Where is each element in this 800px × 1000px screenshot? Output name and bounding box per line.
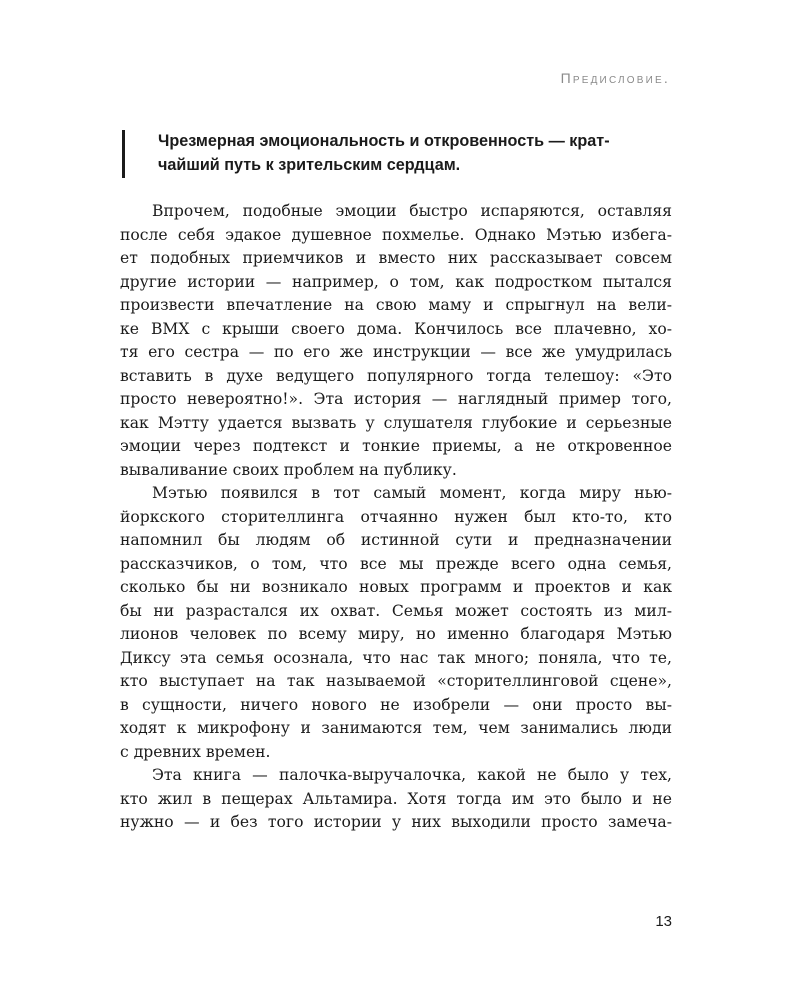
text-line: Впрочем, подобные эмоции быстро испаряются, оставляя [152, 202, 672, 220]
text-line: бы ни разрастался их охват. Семья может состоять из мил- [120, 601, 672, 620]
pull-quote-line: Чрезмерная эмоциональность и откровенность — крат- [158, 132, 610, 150]
pull-quote-bar [122, 130, 125, 178]
paragraph [120, 482, 672, 764]
pull-quote-line: чайший путь к зрительским сердцам. [158, 155, 461, 174]
text-line: после себя эдакое душевное похмелье. Однако Мэтью избега- [120, 225, 672, 244]
text-line: рассказчиков, о том, что все мы прежде всего одна семья, [120, 554, 672, 573]
text-line: ет подобных приемчиков и вместо них рассказывает совсем [120, 249, 672, 267]
text-line: кто жил в пещерах Альтамира. Хотя тогда им это было и не [120, 789, 672, 808]
text-line: ходят к микрофону и занимаются тем, чем занимались люди [120, 719, 672, 737]
text-line: произвести впечатление на свою маму и спрыгнул на вели- [120, 296, 672, 314]
text-line: напомнил бы людям об истинной сути и предназначении [120, 531, 672, 549]
text-line: тя его сестра — по его же инструкции — все же умудрилась [120, 343, 672, 361]
text-line: лионов человек по всему миру, но именно благодаря Мэтью [120, 625, 672, 643]
text-line: сколько бы ни возникало новых программ и проектов и как [120, 578, 672, 596]
text-line: вываливание своих проблем на публику. [120, 460, 457, 479]
text-line: нужно — и без того истории у них выходили просто замеча- [120, 813, 672, 831]
paragraph [120, 764, 672, 835]
running-head: Предисловие. [560, 70, 670, 86]
text-line: эмоции через подтекст и тонкие приемы, а не откровенное [120, 437, 672, 455]
text-line: йоркского сторителлинга отчаянно нужен был кто-то, кто [120, 507, 672, 526]
text-line: кто выступает на так называемой «сторителлинговой сцене», [120, 672, 672, 690]
text-line: с древних времен. [120, 742, 271, 761]
pull-quote [118, 128, 678, 178]
body-text [120, 200, 672, 835]
text-line: вставить в духе ведущего популярного тогда телешоу: «Это [120, 366, 672, 385]
text-line: Мэтью появился в тот самый момент, когда миру нью- [152, 484, 672, 502]
text-line: Эта книга — палочка-выручалочка, какой не было у тех, [152, 766, 672, 784]
text-line: в сущности, ничего нового не изобрели — они просто вы- [120, 695, 672, 714]
paragraph [120, 200, 672, 482]
text-line: как Мэтту удается вызвать у слушателя глубокие и серьезные [120, 413, 672, 432]
text-line: просто невероятно!». Эта история — наглядный пример того, [120, 390, 672, 408]
text-line: Диксу эта семья осознала, что нас так много; поняла, что те, [120, 648, 672, 667]
pull-quote-text [158, 128, 678, 175]
text-line: ке BMX с крыши своего дома. Кончилось все плачевно, хо- [120, 319, 672, 338]
page-number: 13 [655, 913, 672, 930]
text-line: другие истории — например, о том, как подростком пытался [120, 272, 672, 291]
